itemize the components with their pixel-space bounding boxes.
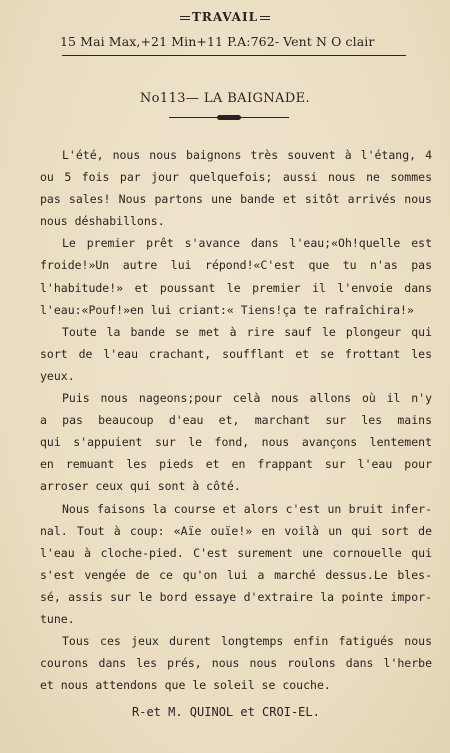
article-title: No113— LA BAIGNADE. — [139, 91, 311, 106]
header-rule — [62, 55, 406, 56]
header-dash-left — [180, 16, 190, 20]
signature: R-et M. QUINOL et CROI-EL. — [132, 705, 320, 719]
body-line: nous déshabillons. — [40, 214, 165, 229]
title-ornament — [169, 115, 289, 121]
body-line: l'habitude!» et poussant le premier il l'envoie dans — [40, 280, 432, 295]
body-line: Nous faisons la course et alors c'est un bruit infer- — [62, 501, 432, 516]
body-line: Puis nous nageons;pour celà nous allons où il n'y — [62, 391, 432, 406]
body-line: tune. — [40, 611, 75, 626]
body-line: s'est vengée de ce qu'on lui a marché dessus.Le bles- — [40, 567, 432, 582]
body-line: yeux. — [40, 368, 75, 383]
section-header — [0, 10, 450, 24]
ornament-center — [217, 115, 241, 120]
body-line: qui s'appuient sur le fond, nous avançons lentement — [40, 435, 432, 450]
header-dash-right — [260, 16, 270, 20]
article-body — [40, 144, 432, 696]
body-line: arroser ceux qui sont à côté. — [40, 479, 241, 494]
body-line: a pas beaucoup d'eau et, marchant sur les mains — [40, 413, 432, 428]
body-line: sé, assis sur le bord essaye d'extraire la pointe impor- — [40, 589, 432, 604]
body-line: l'eau à cloche-pied. C'est surement une cornouelle qui — [40, 545, 432, 560]
body-line: froide!»Un autre lui répond!«C'est que tu n'as pas — [40, 258, 432, 273]
body-line: et nous attendons que le soleil se couche. — [40, 678, 331, 693]
body-line: pas sales! Nous partons une bande et sitôt arrivés nous — [40, 192, 432, 207]
section-title: TRAVAIL — [191, 10, 259, 24]
body-line: Tous ces jeux durent longtemps enfin fatigués nous — [62, 634, 432, 649]
body-line: l'eau:«Pouf!»en lui criant:« Tiens!ça te rafraîchira!» — [40, 302, 414, 317]
body-line: nal. Tout à coup: «Aïe ouïe!» en voilà un qui sort de — [40, 523, 432, 538]
weather-meta-line: 15 Mai Max,+21 Min+11 P.A:762- Vent N O clair — [60, 34, 375, 49]
body-line: sort de l'eau crachant, soufflant et se frottant les — [40, 346, 432, 361]
body-line: L'été, nous nous baignons très souvent à l'étang, 4 — [62, 148, 432, 162]
body-line: Toute la bande se met à rire sauf le plongeur qui — [62, 324, 432, 339]
body-line: Le premier prêt s'avance dans l'eau;«Oh!quelle est — [62, 236, 432, 251]
body-line: en remuant les pieds et en frappant sur l'eau pour — [40, 457, 432, 472]
body-line: ou 5 fois par jour quelquefois; aussi nous ne sommes — [40, 170, 432, 185]
body-line: courons dans les prés, nous nous roulons dans l'herbe — [40, 656, 432, 671]
